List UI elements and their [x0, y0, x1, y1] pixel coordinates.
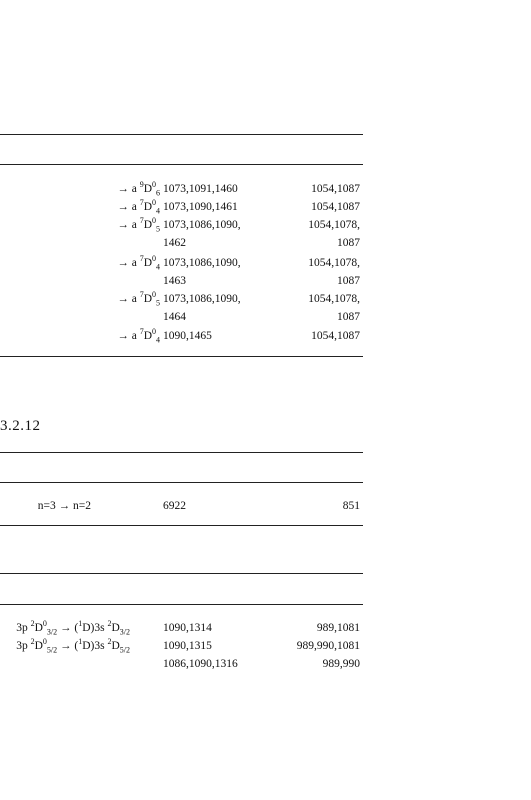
table3-transition: 3p $^2D^0_{3/2} \to (^1D)3s$ $^2D_{3/2}$: [16, 619, 130, 637]
table1-transition: → a $^7D^0_4$: [117, 198, 160, 216]
table3-ref2: 989,990,1081: [296, 640, 360, 652]
table3-top-rule: [0, 573, 363, 574]
table1-ref1: 1073,1086,1090,: [163, 257, 241, 269]
table1-ref1: 1463: [163, 275, 186, 287]
table1-ref2: 1054,1078,: [308, 293, 360, 305]
table1-ref2: 1054,1087: [311, 183, 360, 195]
table2-bottom-rule: [0, 525, 363, 526]
table3-ref1: 1090,1315: [163, 640, 212, 652]
table1-transition: → a $^7D^0_5$: [117, 216, 160, 234]
table3-header-rule: [0, 604, 363, 605]
table2-transition: n=3 → n=2: [37, 500, 91, 512]
table1-ref2: 1087: [337, 311, 360, 323]
table1-ref2: 1087: [337, 237, 360, 249]
table1-ref1: 1073,1091,1460: [163, 183, 238, 195]
table2-ref2: 851: [342, 500, 360, 512]
table1-header-rule: [0, 164, 363, 165]
table1-transition: → a $^7D^0_5$: [117, 290, 160, 308]
table2-top-rule: [0, 452, 363, 453]
table2-header-rule: [0, 482, 363, 483]
table1-ref2: 1054,1078,: [308, 219, 360, 231]
table1-bottom-rule: [0, 356, 363, 357]
table1-top-rule: [0, 134, 363, 135]
table1-transition: → a $^7D^0_4$: [117, 254, 160, 272]
table3-ref2: 989,1081: [316, 622, 360, 634]
table1-ref1: 1464: [163, 311, 186, 323]
table1-ref1: 1090,1465: [163, 330, 212, 342]
table3-ref1: 1090,1314: [163, 622, 212, 634]
section-heading: 3.2.12: [0, 418, 41, 434]
table1-ref1: 1073,1086,1090,: [163, 293, 241, 305]
table1-ref2: 1087: [337, 275, 360, 287]
table1-ref2: 1054,1087: [311, 330, 360, 342]
table1-ref1: 1462: [163, 237, 186, 249]
table3-transition: 3p $^2D^0_{5/2} \to (^1D)3s$ $^2D_{5/2}$: [16, 637, 130, 655]
table1-transition: → a $^9D^0_6$: [117, 180, 160, 198]
table1-transition: → a $^7D^0_4$: [117, 327, 160, 345]
table1-ref1: 1073,1090,1461: [163, 201, 238, 213]
table2-ref1: 6922: [163, 500, 186, 512]
table1-ref1: 1073,1086,1090,: [163, 219, 241, 231]
table3-ref1: 1086,1090,1316: [163, 658, 238, 670]
table1-ref2: 1054,1087: [311, 201, 360, 213]
table3-ref2: 989,990: [322, 658, 360, 670]
table1-ref2: 1054,1078,: [308, 257, 360, 269]
